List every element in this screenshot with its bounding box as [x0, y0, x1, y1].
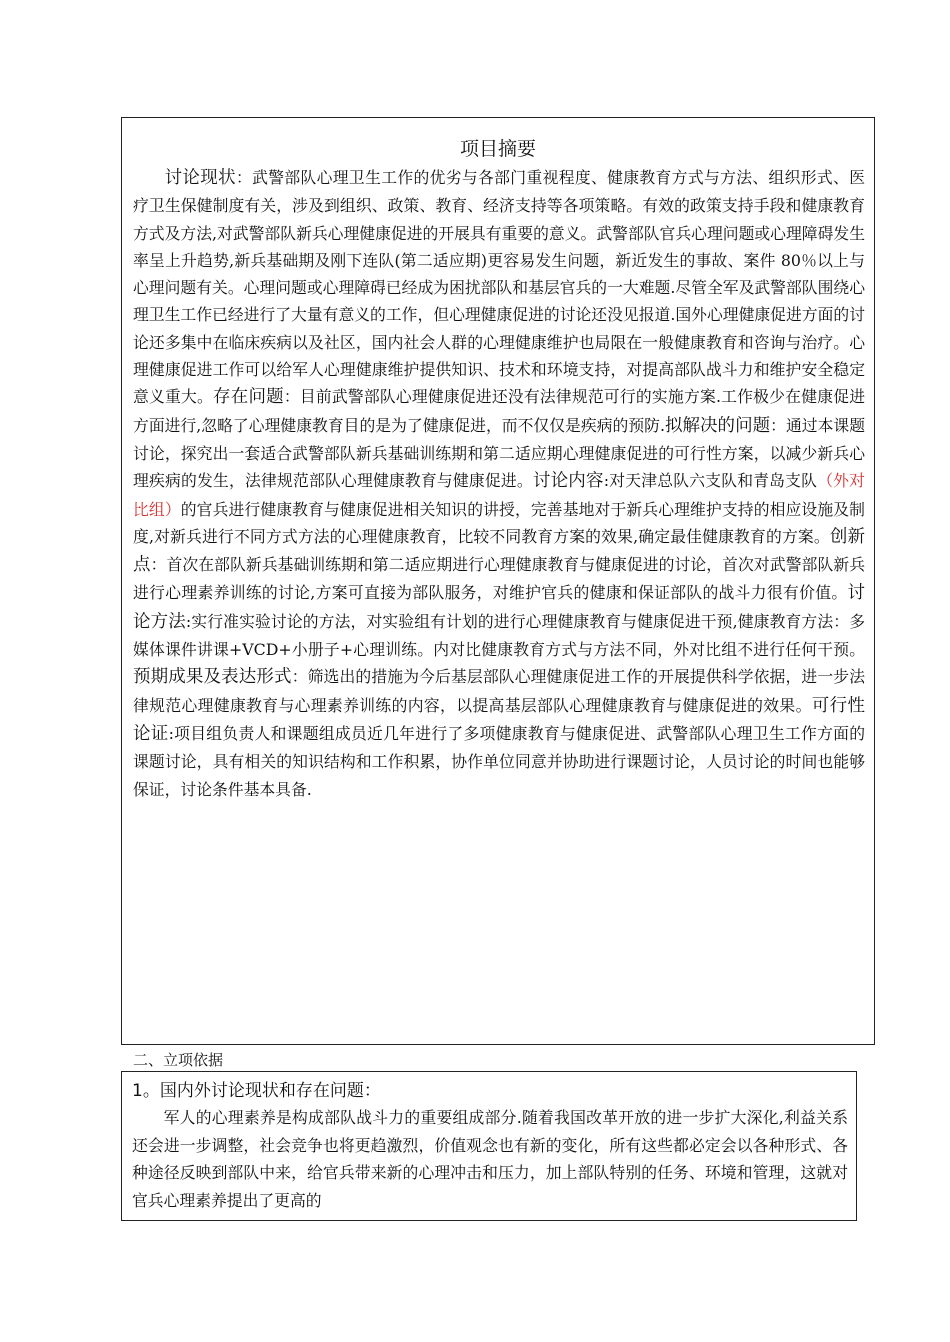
background-text: 军人的心理素养是构成部队战斗力的重要组成部分.随着我国改革开放的进一步扩大深化,利益关系还会进一步调整，社会竞争也将更趋激烈，价值观念也有新的变化，所有这些都必定会以各种形式、各种途径反映到部队中来，给官兵带来新的心理冲击和压力，加上部队特别的任务、环境和管理，这就对官兵心理素养提出了更高的: [132, 1108, 848, 1210]
heading-problems: 存在问题: [213, 387, 284, 408]
text-content-highlight: （外对比组）: [133, 471, 865, 519]
text-content-b: 的官兵进行健康教育与健康促进相关知识的讲授，完善基地对于新兵心理维护支持的相应设施及制度,对新兵进行不同方式方法的心理健康教育，比较不同教育方案的效果,确定最佳健康教育的方案。: [133, 499, 865, 546]
text-issues-to-solve: ：通过本课题讨论，探究出一套适合武警部队新兵基础训练期和第二适应期心理健康促进的可行性方案，以减少新兵心理疾病的发生，法律规范部队心理健康教育与健康促进。: [133, 415, 866, 491]
background-heading: 1。国内外讨论现状和存在问题：: [132, 1081, 381, 1101]
section-2-label: 二、立项依据: [133, 1051, 224, 1069]
summary-title: 项目摘要: [459, 138, 536, 160]
text-feasibility: :项目组负责人和课题组成员近几年进行了多项健康教育与健康促进、武警部队心理卫生工作方面的课题讨论，具有相关的知识结构和工作积累，协作单位同意并协助进行课题讨论，人员讨论的时间也能够保证，讨论条件基本具备.: [133, 723, 866, 799]
text-problems: ：目前武警部队心理健康促进还没有法律规范可行的实施方案.工作极少在健康促进方面进行,忽略了心理健康教育目的是为了健康促进，而不仅仅是疾病的预防.: [133, 387, 865, 435]
background-box: [121, 1071, 857, 1221]
heading-method: 讨论方法: [133, 583, 865, 632]
heading-content: 讨论内容: [532, 471, 604, 492]
heading-feasibility: 可行性论证: [133, 695, 865, 744]
text-status: ：武警部队心理卫生工作的优劣与各部门重视程度、健康教育方式与方法、组织形式、医疗卫生保健制度有关，涉及到组织、政策、教育、经济支持等各项策略。有效的政策支持手段和健康教育方式及方法,对武警部队新兵心理健康促进的开展具有重要的意义。武警部队官兵心理问题或心理障碍发生率呈上升趋势,新兵基础期及刚下连队(第二适应期)更容易发生问题，新近发生的事故、案件 80％以上与心理问题有关。心理问题或心理障碍已经成为困扰部队和基层官兵的一大难题.尽管全军及武警部队围绕心理卫生工作已经进行了大量有意义的工作，但心理健康促进的讨论还没见报道.国外心理健康促进方面的讨论还多集中在临床疾病以及社区，国内社会人群的心理健康维护也局限在一般健康教育和咨询与治疗。心理健康促进工作可以给军人心理健康维护提供知识、技术和环境支持，对提高部队战斗力和维护安全稳定意义重大。: [133, 168, 865, 407]
text-content-a: :对天津总队六支队和青岛支队: [603, 471, 818, 491]
text-method: :实行准实验讨论的方法，对实验组有计划的进行心理健康教育与健康促进干预,健康教育方法：多媒体课件讲课+VCD+小册子+心理训练。内对比健康教育方式与方法不同，外对比组不进行任何干预。: [133, 611, 865, 660]
heading-status: 讨论现状: [164, 168, 236, 188]
heading-innovation: 创新点: [133, 526, 866, 576]
text-expected-results: ：筛选出的措施为今后基层部队心理健康促进工作的开展提供科学依据，进一步法律规范心理健康教育与心理素养训练的内容，以提高基层部队心理健康教育与健康促进的效果。: [133, 667, 865, 715]
heading-issues-to-solve: 拟解决的问题: [664, 415, 771, 436]
summary-box: [121, 117, 875, 1045]
heading-expected-results: 预期成果及表达形式: [133, 667, 292, 688]
text-innovation: ：首次在部队新兵基础训练期和第二适应期进行心理健康教育与健康促进的讨论，首次对武警部队新兵进行心理素养训练的讨论,方案可直接为部队服务，对维护官兵的健康和保证部队的战斗力很有价值。: [133, 555, 865, 603]
summary-body: [133, 164, 865, 803]
